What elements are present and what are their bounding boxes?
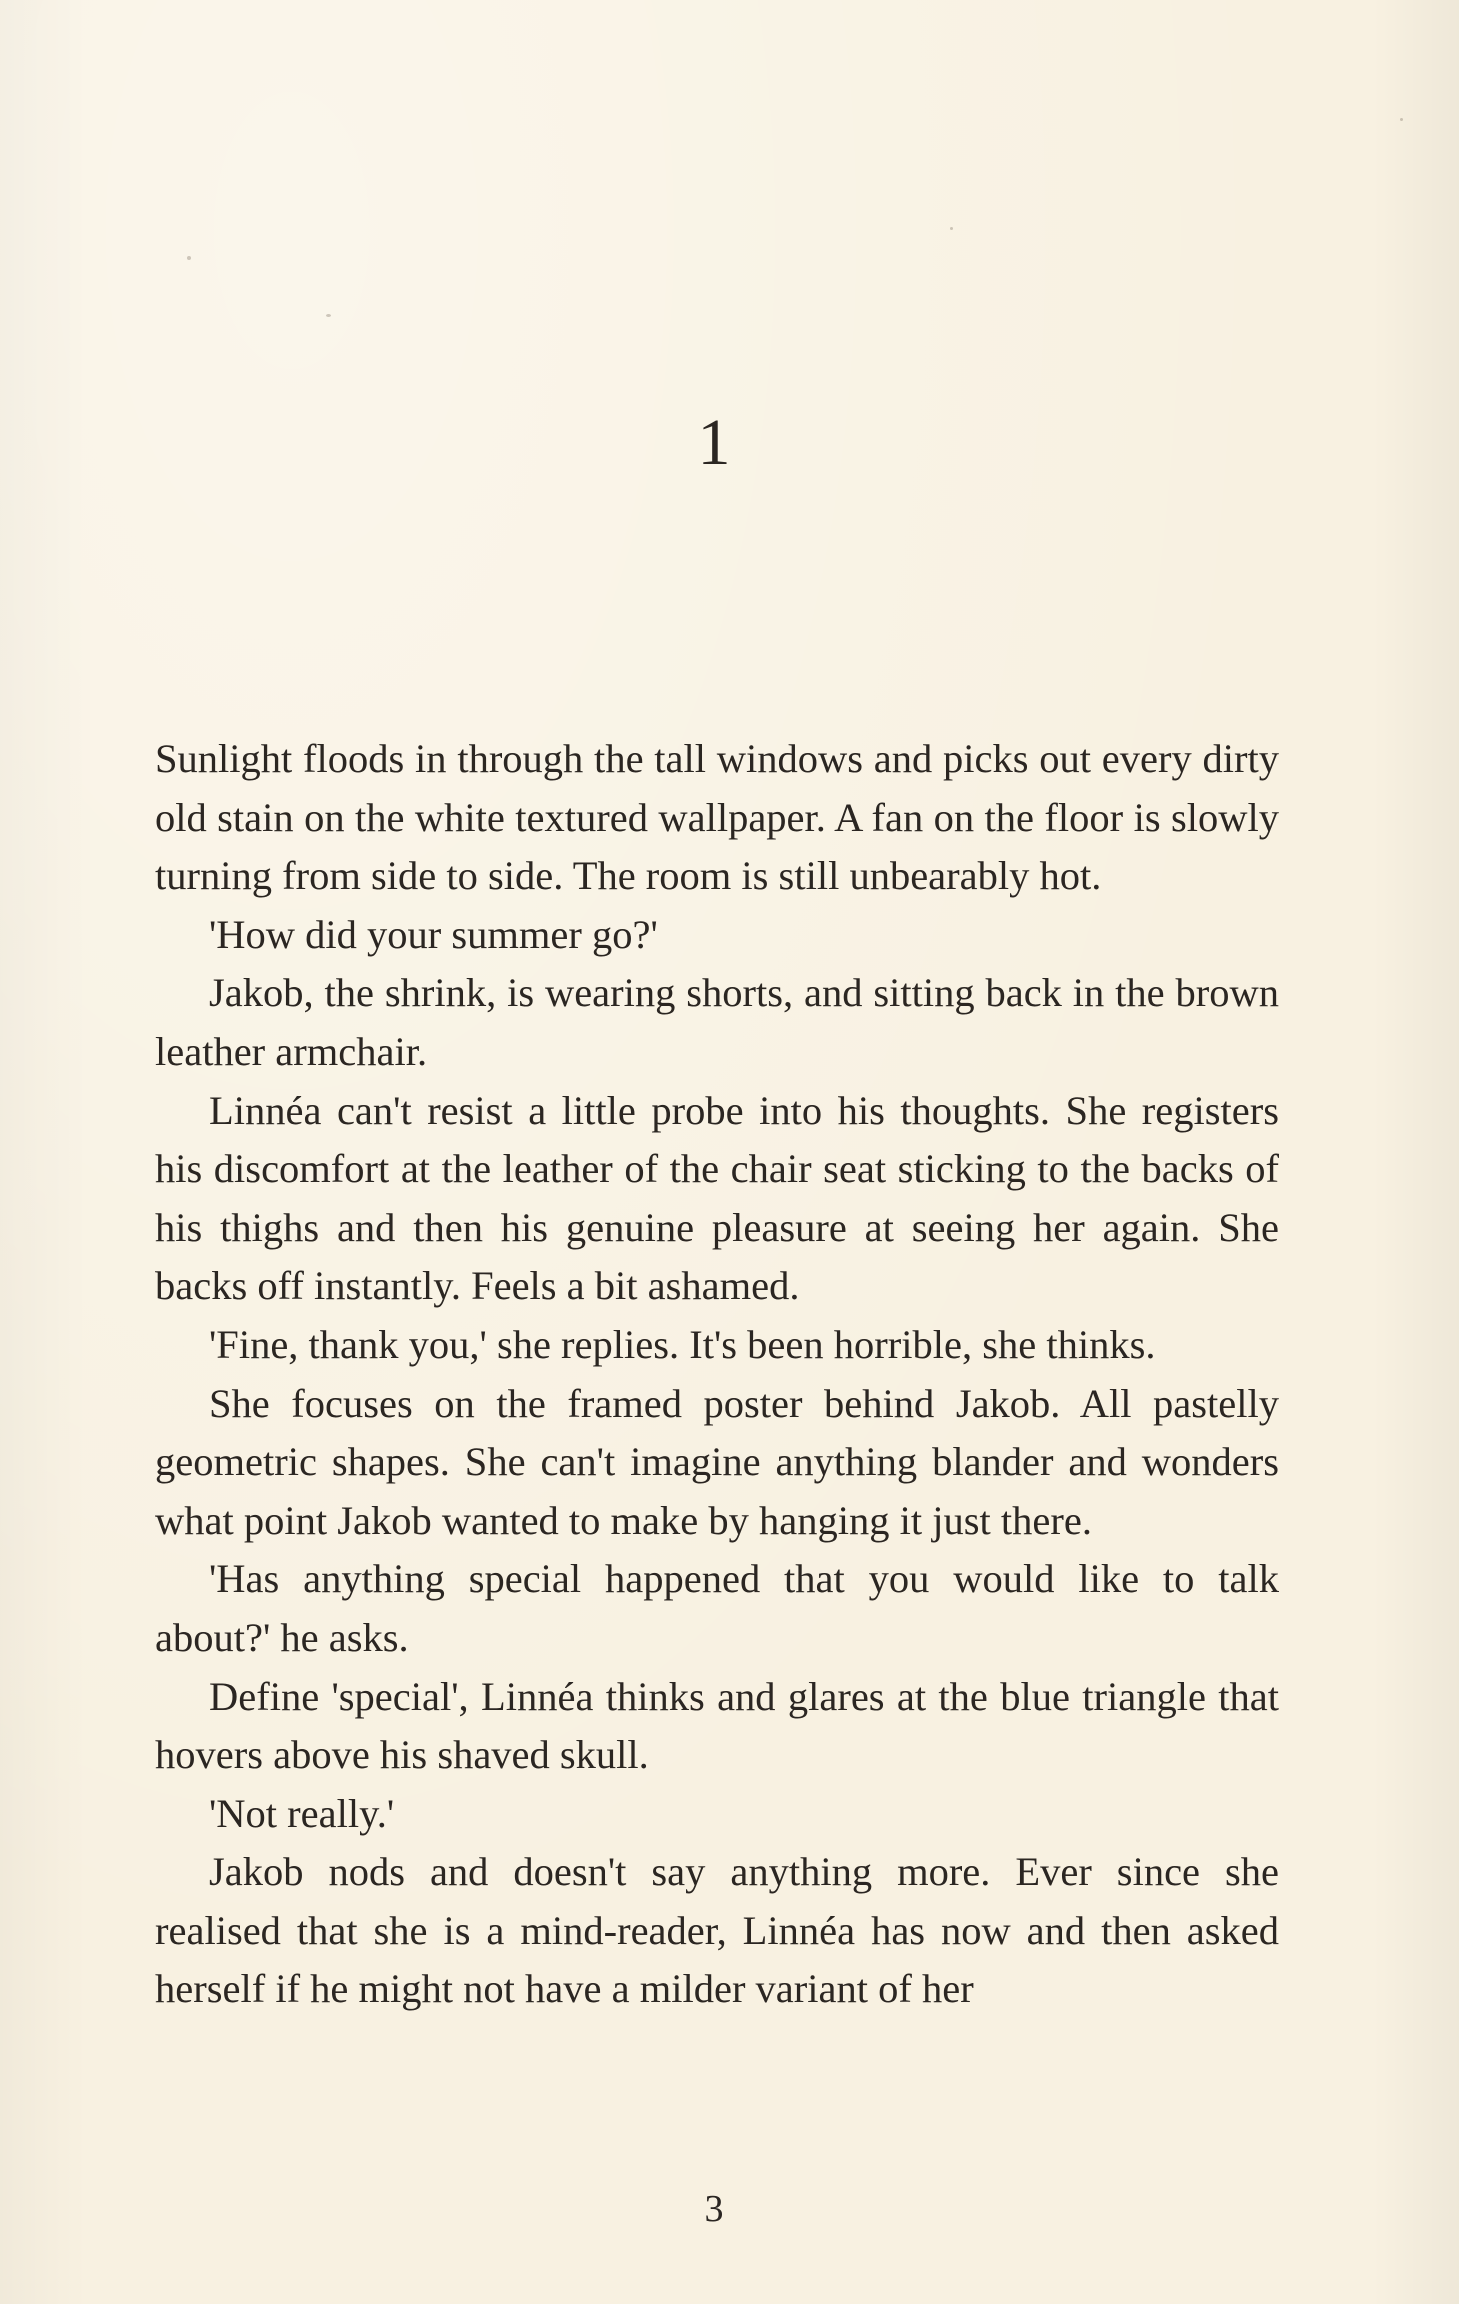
paragraph: Jakob nods and doesn't say anything more. Ever since she realised that she is a mind-reader, Linnéa has now and then asked herself if he might not have a milder variant of her: [155, 1849, 1279, 2012]
paragraph: 'Has anything special happened that you would like to talk about?' he asks.: [155, 1556, 1279, 1660]
chapter-number: 1: [697, 406, 731, 479]
paragraph: 'Fine, thank you,' she replies. It's been horrible, she thinks.: [209, 1321, 1156, 1367]
paper-speck: [326, 314, 331, 317]
paper-speck: [950, 227, 953, 230]
paragraph: Linnéa can't resist a little probe into his thoughts. She registers his discomfort at the leather of the chair seat sticking to the backs of his thighs and then his genuine pleasure at seeing her again. She backs off instantly. Feels a bit ashamed.: [155, 1087, 1279, 1309]
paragraph: Define 'special', Linnéa thinks and glares at the blue triangle that hovers above his shaved skull.: [155, 1673, 1279, 1778]
paragraph: 'Not really.': [209, 1790, 395, 1836]
paragraph: Jakob, the shrink, is wearing shorts, and sitting back in the brown leather armchair.: [155, 970, 1279, 1074]
paragraph: She focuses on the framed poster behind Jakob. All pastelly geometric shapes. She can't imagine anything blander and wonders what point Jakob wanted to make by hanging it just there.: [155, 1380, 1279, 1543]
paragraph: Sunlight floods in through the tall windows and picks out every dirty old stain on the white textured wallpaper. A fan on the floor is slowly turning from side to side. The room is still unbearably hot.: [155, 736, 1279, 899]
body-text: [155, 730, 1279, 2019]
paragraph: 'How did your summer go?': [209, 911, 658, 957]
paper-speck: [187, 256, 191, 260]
paper-speck: [1400, 118, 1403, 121]
page-number: 3: [704, 2188, 724, 2230]
